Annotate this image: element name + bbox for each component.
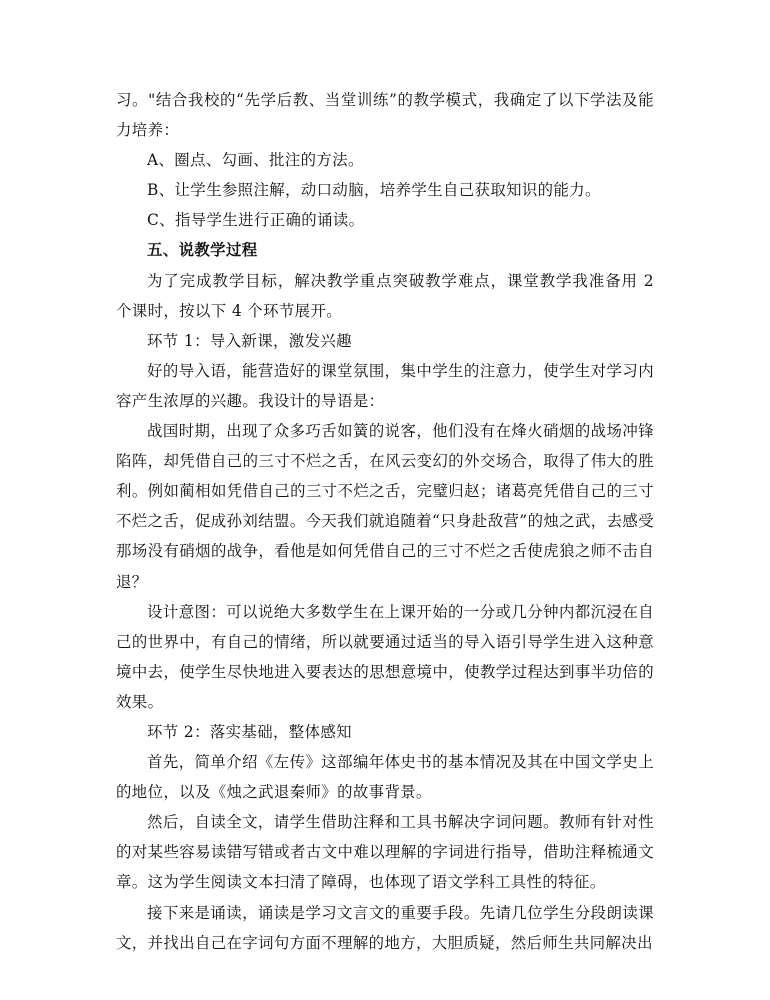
section-heading: 五、说教学过程 [147, 241, 258, 260]
paragraph: 好的导入语，能营造好的课堂氛围，集中学生的注意力，使学生对学习内容产生浓厚的兴趣。我设计的导语是： [116, 361, 654, 410]
paragraph: 然后，自读全文，请学生借助注释和工具书解决字词问题。教师有针对性的对某些容易读错写错或者古文中难以理解的字词进行指导，借助注释梳通文章。这为学生阅读文本扫清了障碍，也体现了语文学科工具性的特征。 [116, 813, 654, 892]
paragraph: 设计意图：可以说绝大多数学生在上课开始的一分或几分钟内都沉浸在自己的世界中，有自己的情绪，所以就要通过适当的导入语引导学生进入这种意境中去，使学生尽快地进入要表达的思想意境中，使教学过程达到事半功倍的效果。 [116, 602, 654, 711]
list-item-a: A、圈点、勾画、批注的方法。 [147, 151, 364, 170]
step-heading-2: 环节 2：落实基础，整体感知 [147, 722, 352, 741]
list-item-b: B、让学生参照注解，动口动脑，培养学生自己获取知识的能力。 [147, 181, 601, 200]
document-body [116, 85, 654, 958]
paragraph: 首先，简单介绍《左传》这部编年体史书的基本情况及其在中国文学史上的地位，以及《烛之武退秦师》的故事背景。 [116, 753, 654, 802]
list-item-c: C、指导学生进行正确的诵读。 [147, 211, 365, 230]
paragraph: 战国时期，出现了众多巧舌如簧的说客，他们没有在烽火硝烟的战场冲锋陷阵，却凭借自己的三寸不烂之舌，在风云变幻的外交场合，取得了伟大的胜利。例如蔺相如凭借自己的三寸不烂之舌，完璧归赵；诸葛亮凭借自己的三寸不烂之舌，促成孙刘结盟。今天我们就追随着“只身赴敌营”的烛之武，去感受那场没有硝烟的战争，看他是如何凭借自己的三寸不烂之舌使虎狼之师不击自退？ [116, 422, 654, 591]
paragraph: 习。"结合我校的“先学后教、当堂训练”的教学模式，我确定了以下学法及能力培养： [116, 91, 654, 140]
paragraph: 为了完成教学目标，解决教学重点突破教学难点，课堂教学我准备用 2 个课时，按以下 4 个环节展开。 [116, 271, 654, 320]
paragraph: 接下来是诵读，诵读是学习文言文的重要手段。先请几位学生分段朗读课文，并找出自己在字词句方面不理解的地方，大胆质疑，然后师生共同解决出 [116, 903, 654, 952]
step-heading-1: 环节 1：导入新课，激发兴趣 [147, 331, 352, 350]
